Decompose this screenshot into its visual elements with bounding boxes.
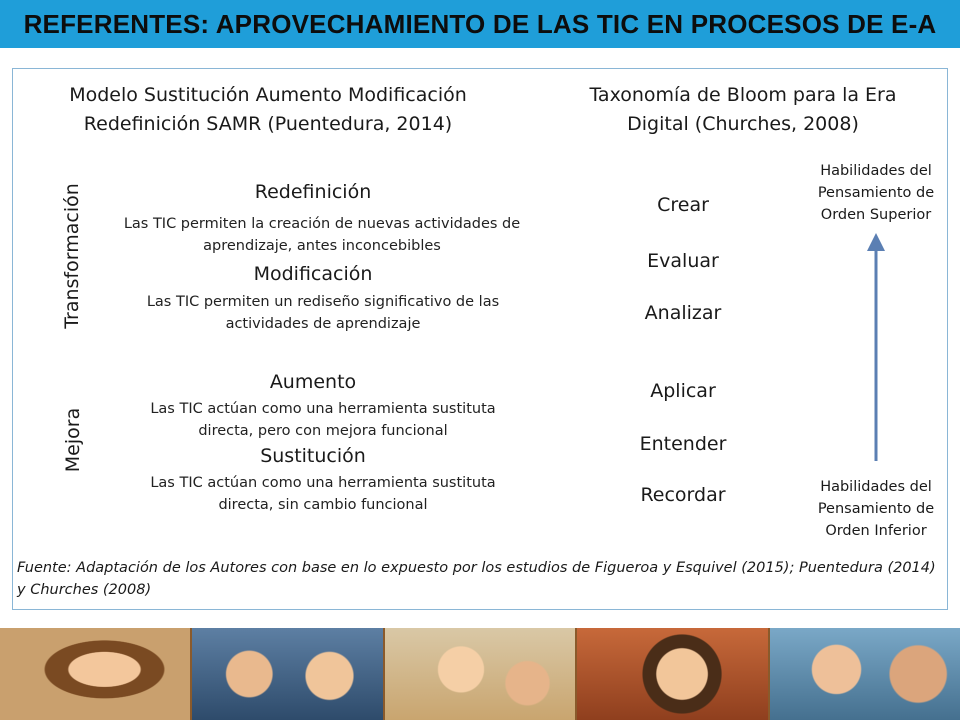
samr-title: Modelo Sustitución Aumento Modificación Redefinición SAMR (Puentedura, 2014) <box>69 84 467 135</box>
bloom-level-entender: Entender <box>639 433 727 455</box>
source-note: Fuente: Adaptación de los Autores con base en lo expuesto por los estudios de Figueroa y Esquivel (2015); Puentedura (2014) y Churches (2008) <box>17 560 936 598</box>
samr-desc-modificacion: Las TIC permiten un rediseño significativo de las actividades de aprendizaje <box>146 294 500 332</box>
bloom-level-analizar: Analizar <box>644 302 722 324</box>
student-photo-2 <box>192 628 382 720</box>
samr-level-sustitucion: Sustitución <box>260 445 366 467</box>
group-label-transformacion: Transformación <box>61 183 83 329</box>
bloom-title: Taxonomía de Bloom para la Era Digital (Churches, 2008) <box>589 84 897 135</box>
content-panel <box>12 68 948 610</box>
bloom-level-crear: Crear <box>657 194 709 216</box>
student-photo-5 <box>770 628 960 720</box>
bloom-level-aplicar: Aplicar <box>650 380 716 402</box>
page-title: REFERENTES: APROVECHAMIENTO DE LAS TIC EN PROCESOS DE E-A <box>23 8 937 39</box>
student-photo-3 <box>385 628 575 720</box>
progression-arrow-icon <box>863 229 889 465</box>
student-photo-1 <box>0 628 190 720</box>
samr-desc-redefinicion: Las TIC permiten la creación de nuevas actividades de aprendizaje, antes inconcebibles <box>123 216 521 254</box>
bloom-level-evaluar: Evaluar <box>647 250 719 272</box>
title-bar <box>0 0 960 48</box>
photo-strip <box>0 628 960 720</box>
student-photo-4 <box>577 628 767 720</box>
lower-order-skills-label: Habilidades del Pensamiento de Orden Inferior <box>817 479 935 539</box>
higher-order-skills-label: Habilidades del Pensamiento de Orden Superior <box>817 163 935 223</box>
bloom-level-recordar: Recordar <box>640 484 726 506</box>
samr-level-modificacion: Modificación <box>253 263 373 285</box>
samr-desc-sustitucion: Las TIC actúan como una herramienta sustituta directa, sin cambio funcional <box>150 475 496 513</box>
samr-desc-aumento: Las TIC actúan como una herramienta sustituta directa, pero con mejora funcional <box>150 401 496 439</box>
samr-level-redefinicion: Redefinición <box>254 181 372 203</box>
samr-level-aumento: Aumento <box>269 371 357 393</box>
group-label-mejora: Mejora <box>62 407 84 473</box>
